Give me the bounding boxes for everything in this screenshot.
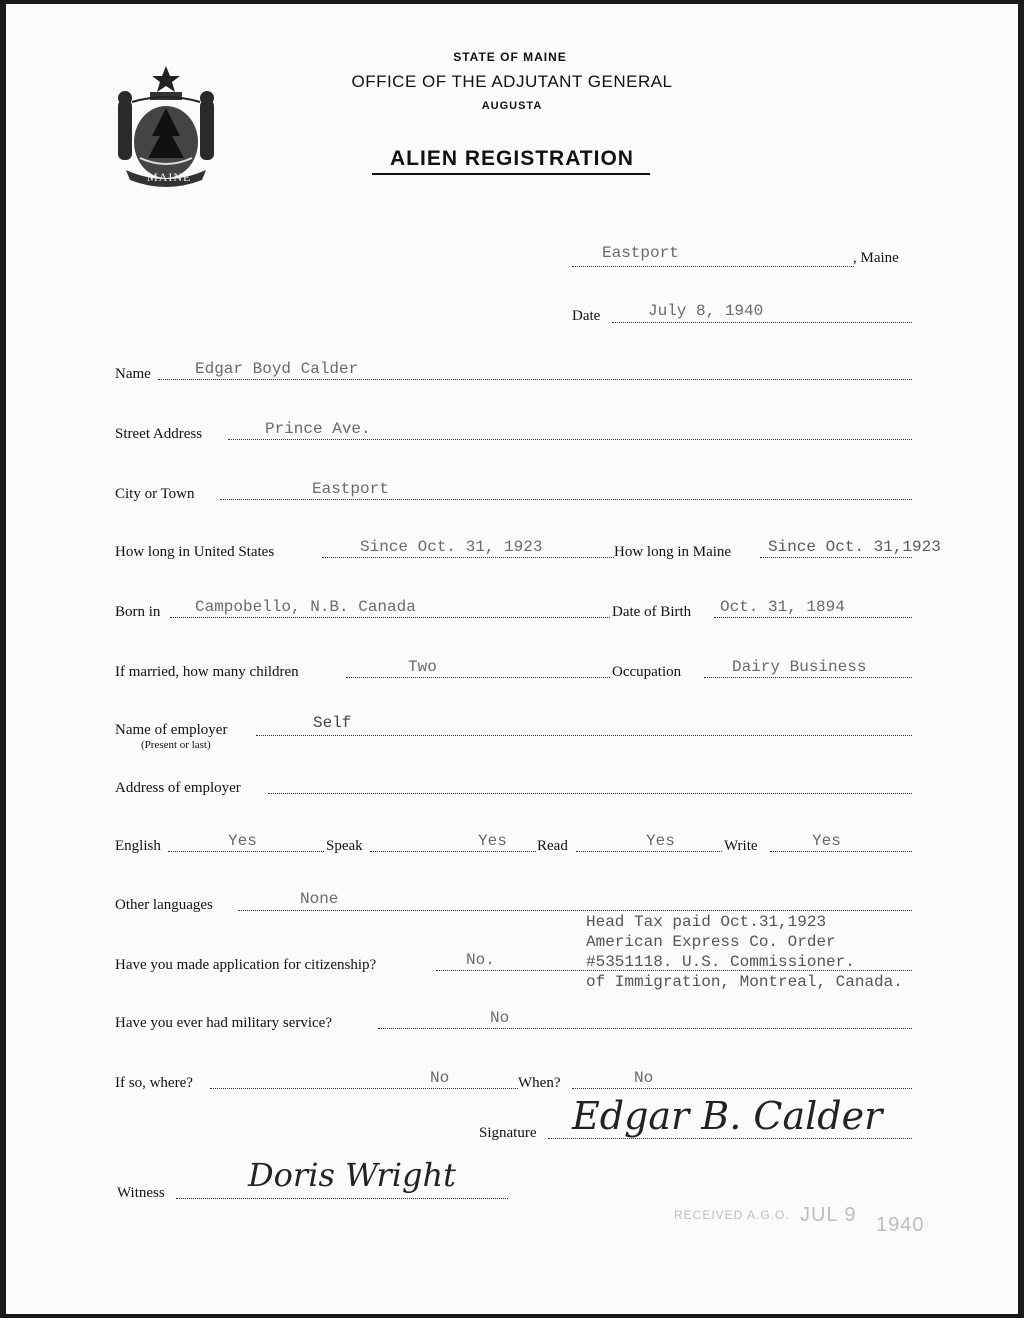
name-line (158, 379, 912, 380)
city-label: City or Town (115, 486, 195, 502)
seal-scroll-text: MAINE (147, 170, 192, 184)
received-stamp-year: 1940 (876, 1214, 925, 1236)
witness-line (176, 1198, 508, 1199)
when-label: When? (518, 1075, 561, 1091)
received-stamp-text: RECEIVED A.G.O. (674, 1208, 790, 1222)
employer-value: Self (313, 714, 352, 732)
write-line (770, 851, 912, 852)
read-line (576, 851, 722, 852)
citizenship-note-line-4: of Immigration, Montreal, Canada. (586, 973, 903, 991)
city-line (220, 499, 912, 500)
born-in-value: Campobello, N.B. Canada (195, 598, 416, 616)
street-address-value: Prince Ave. (265, 420, 371, 438)
other-languages-label: Other languages (115, 897, 213, 913)
date-of-birth-line (714, 617, 912, 618)
where-value: No (430, 1069, 450, 1087)
english-line (168, 851, 324, 852)
signature-handwritten: Edgar B. Calder (572, 1094, 883, 1138)
how-long-maine-label: How long in Maine (614, 544, 732, 560)
how-long-us-line (322, 557, 614, 558)
page-title: ALIEN REGISTRATION (390, 147, 634, 170)
signature-label: Signature (479, 1125, 537, 1141)
citizenship-value: No. (466, 951, 495, 969)
citizenship-label: Have you made application for citizenship? (115, 957, 377, 973)
place-value: Eastport (602, 244, 679, 262)
street-address-line (228, 439, 912, 440)
military-line (378, 1028, 912, 1029)
other-languages-value: None (300, 890, 339, 908)
citizenship-note-line-3: #5351118. U.S. Commissioner. (586, 953, 855, 971)
date-of-birth-label: Date of Birth (612, 604, 692, 620)
place-suffix: , Maine (853, 250, 899, 266)
write-value: Yes (812, 832, 841, 850)
occupation-value: Dairy Business (732, 658, 867, 676)
read-label: Read (537, 838, 568, 854)
employer-label: Name of employer (115, 722, 228, 738)
english-value: Yes (228, 832, 257, 850)
read-value: Yes (646, 832, 675, 850)
date-label: Date (572, 308, 601, 324)
street-address-label: Street Address (115, 426, 203, 442)
date-value: July 8, 1940 (648, 302, 764, 320)
employer-sublabel: (Present or last) (141, 739, 211, 751)
place-line (572, 266, 854, 267)
employer-address-label: Address of employer (115, 780, 241, 796)
english-label: English (115, 838, 161, 854)
date-of-birth-value: Oct. 31, 1894 (720, 598, 845, 616)
children-label: If married, how many children (115, 664, 299, 680)
citizenship-line (436, 970, 912, 971)
occupation-label: Occupation (612, 664, 682, 680)
name-value: Edgar Boyd Calder (195, 360, 359, 378)
signature-line (548, 1138, 912, 1139)
citizenship-note-line-2: American Express Co. Order (586, 933, 836, 951)
title-underline (372, 173, 650, 175)
city-value: Eastport (312, 480, 389, 498)
when-line (572, 1088, 912, 1089)
when-value: No (634, 1069, 654, 1087)
speak-line (370, 851, 536, 852)
header-state: STATE OF MAINE (453, 50, 567, 64)
employer-address-line (268, 793, 912, 794)
where-label: If so, where? (115, 1075, 193, 1091)
how-long-us-value: Since Oct. 31, 1923 (360, 538, 543, 556)
military-label: Have you ever had military service? (115, 1015, 332, 1031)
write-label: Write (724, 838, 758, 854)
speak-label: Speak (326, 838, 363, 854)
how-long-maine-line (760, 557, 912, 558)
header-city: AUGUSTA (481, 100, 543, 112)
how-long-us-label: How long in United States (115, 544, 275, 560)
date-line (612, 322, 912, 323)
witness-label: Witness (117, 1185, 165, 1201)
military-value: No (490, 1009, 510, 1027)
where-line (210, 1088, 518, 1089)
name-label: Name (115, 366, 151, 382)
received-stamp-date: JUL 9 (800, 1204, 857, 1226)
born-in-label: Born in (115, 604, 161, 620)
children-value: Two (408, 658, 437, 676)
occupation-line (704, 677, 912, 678)
children-line (346, 677, 610, 678)
citizenship-note-line-1: Head Tax paid Oct.31,1923 (586, 913, 827, 931)
witness-handwritten: Doris Wright (248, 1156, 456, 1194)
header-office: OFFICE OF THE ADJUTANT GENERAL (351, 72, 673, 91)
other-languages-line (238, 910, 912, 911)
employer-line (256, 735, 912, 736)
how-long-maine-value: Since Oct. 31,1923 (768, 538, 941, 556)
born-in-line (170, 617, 610, 618)
speak-value: Yes (478, 832, 507, 850)
